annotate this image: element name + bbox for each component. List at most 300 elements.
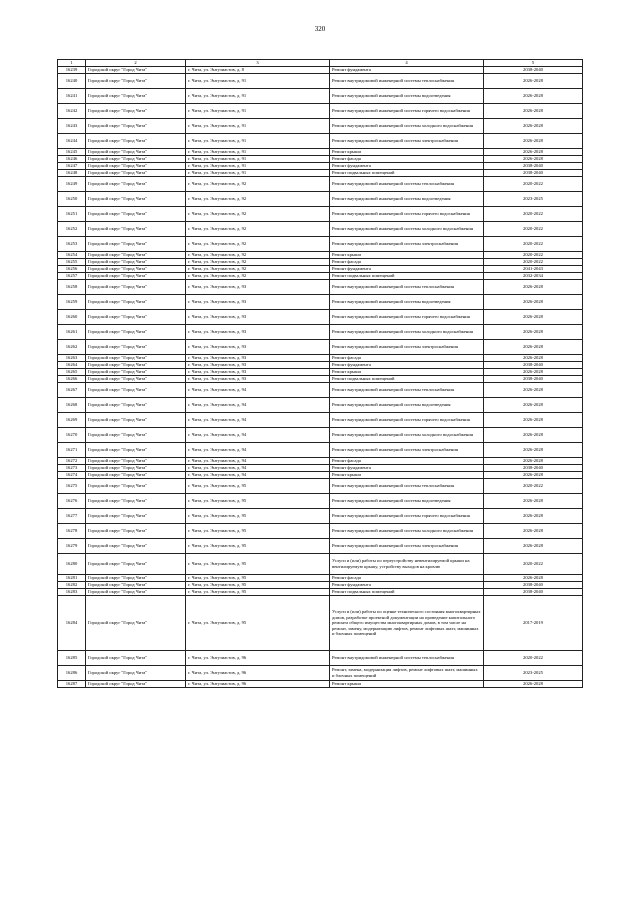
table-row [58,104,583,119]
period-cell: 2020-2022 [484,252,583,259]
municipality-cell: Городской округ "Город Чита" [86,163,186,170]
column-header-5: 5 [484,60,583,67]
table-row [58,207,583,222]
period-cell: 2020-2022 [484,479,583,494]
table-row [58,554,583,575]
municipality-cell: Городской округ "Город Чита" [86,170,186,177]
address-cell: г. Чита, ул. Энтузиастов, д. 93 [186,355,330,362]
period-cell: 2026-2028 [484,494,583,509]
address-cell: г. Чита, ул. Энтузиастов, д. 91 [186,74,330,89]
record-number-cell: 16280 [58,554,86,575]
period-cell: 2038-2040 [484,163,583,170]
work-type-cell: Ремонт подвальных помещений [330,376,484,383]
municipality-cell: Городской округ "Город Чита" [86,472,186,479]
work-type-cell: Ремонт крыши [330,681,484,688]
address-cell: г. Чита, ул. Энтузиастов, д. 91 [186,89,330,104]
period-cell: 2026-2028 [484,134,583,149]
period-cell: 2038-2040 [484,465,583,472]
record-number-cell: 16247 [58,163,86,170]
work-type-cell: Ремонт внутридомовой инженерной системы водоотведения [330,295,484,310]
table-row [58,134,583,149]
work-type-cell: Ремонт, замена, модернизация лифтов, ремонт лифтовых шахт, машинных и блочных помещений [330,666,484,681]
period-cell: 2026-2028 [484,340,583,355]
period-cell: 2020-2022 [484,177,583,192]
work-type-cell: Ремонт фундамента [330,465,484,472]
period-cell: 2026-2028 [484,681,583,688]
record-number-cell: 16252 [58,222,86,237]
record-number-cell: 16269 [58,413,86,428]
address-cell: г. Чита, ул. Энтузиастов, д. 92 [186,207,330,222]
period-cell: 2026-2028 [484,509,583,524]
capital-repair-table [57,59,583,688]
municipality-cell: Городской округ "Город Чита" [86,259,186,266]
record-number-cell: 16244 [58,134,86,149]
record-number-cell: 16243 [58,119,86,134]
address-cell: г. Чита, ул. Энтузиастов, д. 91 [186,163,330,170]
record-number-cell: 16248 [58,170,86,177]
table-row [58,472,583,479]
record-number-cell: 16283 [58,589,86,596]
record-number-cell: 16263 [58,355,86,362]
address-cell: г. Чита, ул. Энтузиастов, д. 95 [186,575,330,582]
period-cell: 2026-2028 [484,355,583,362]
municipality-cell: Городской округ "Город Чита" [86,222,186,237]
municipality-cell: Городской округ "Город Чита" [86,273,186,280]
table-row [58,369,583,376]
table-row [58,295,583,310]
table-row [58,465,583,472]
table-row [58,383,583,398]
address-cell: г. Чита, ул. Энтузиастов, д. 95 [186,554,330,575]
table-row [58,443,583,458]
period-cell: 2026-2028 [484,89,583,104]
table-row [58,237,583,252]
table-row [58,362,583,369]
record-number-cell: 16249 [58,177,86,192]
period-cell: 2038-2040 [484,170,583,177]
record-number-cell: 16273 [58,465,86,472]
municipality-cell: Городской округ "Город Чита" [86,539,186,554]
municipality-cell: Городской округ "Город Чита" [86,104,186,119]
work-type-cell: Ремонт внутридомовой инженерной системы электроснабжения [330,134,484,149]
work-type-cell: Ремонт фасада [330,575,484,582]
record-number-cell: 16285 [58,651,86,666]
record-number-cell: 16256 [58,266,86,273]
period-cell: 2026-2028 [484,539,583,554]
address-cell: г. Чита, ул. Энтузиастов, д. 96 [186,681,330,688]
table-row [58,355,583,362]
address-cell: г. Чита, ул. Энтузиастов, д. 95 [186,539,330,554]
work-type-cell: Ремонт внутридомовой инженерной системы горячего водоснабжения [330,509,484,524]
table-row [58,170,583,177]
table-row [58,222,583,237]
address-cell: г. Чита, ул. Энтузиастов, д. 93 [186,362,330,369]
table-row [58,192,583,207]
address-cell: г. Чита, ул. Энтузиастов, д. 8 [186,67,330,74]
address-cell: г. Чита, ул. Энтузиастов, д. 94 [186,443,330,458]
record-number-cell: 16271 [58,443,86,458]
page-number: 320 [314,25,326,33]
municipality-cell: Городской округ "Город Чита" [86,582,186,589]
table-row [58,163,583,170]
record-number-cell: 16277 [58,509,86,524]
column-header-4: 4 [330,60,484,67]
work-type-cell: Ремонт фундамента [330,163,484,170]
municipality-cell: Городской округ "Город Чита" [86,589,186,596]
period-cell: 2020-2022 [484,259,583,266]
column-header-3: 3 [186,60,330,67]
record-number-cell: 16279 [58,539,86,554]
record-number-cell: 16255 [58,259,86,266]
period-cell: 2026-2028 [484,413,583,428]
table-row [58,67,583,74]
table-body [58,67,583,688]
address-cell: г. Чита, ул. Энтузиастов, д. 91 [186,149,330,156]
table-row [58,681,583,688]
address-cell: г. Чита, ул. Энтузиастов, д. 96 [186,651,330,666]
work-type-cell: Ремонт внутридомовой инженерной системы холодного водоснабжения [330,428,484,443]
table-row [58,651,583,666]
work-type-cell: Ремонт крыши [330,369,484,376]
municipality-cell: Городской округ "Город Чита" [86,177,186,192]
municipality-cell: Городской округ "Город Чита" [86,340,186,355]
address-cell: г. Чита, ул. Энтузиастов, д. 93 [186,295,330,310]
address-cell: г. Чита, ул. Энтузиастов, д. 92 [186,266,330,273]
work-type-cell: Ремонт фундамента [330,266,484,273]
address-cell: г. Чита, ул. Энтузиастов, д. 94 [186,428,330,443]
period-cell: 2026-2028 [484,428,583,443]
address-cell: г. Чита, ул. Энтузиастов, д. 91 [186,170,330,177]
address-cell: г. Чита, ул. Энтузиастов, д. 93 [186,310,330,325]
work-type-cell: Ремонт внутридомовой инженерной системы теплоснабжения [330,280,484,295]
record-number-cell: 16276 [58,494,86,509]
work-type-cell: Ремонт внутридомовой инженерной системы горячего водоснабжения [330,207,484,222]
work-type-cell: Ремонт подвальных помещений [330,170,484,177]
municipality-cell: Городской округ "Город Чита" [86,89,186,104]
address-cell: г. Чита, ул. Энтузиастов, д. 95 [186,596,330,651]
municipality-cell: Городской округ "Город Чита" [86,149,186,156]
table-row [58,458,583,465]
municipality-cell: Городской округ "Город Чита" [86,266,186,273]
period-cell: 2026-2028 [484,524,583,539]
record-number-cell: 16284 [58,596,86,651]
address-cell: г. Чита, ул. Энтузиастов, д. 92 [186,273,330,280]
address-cell: г. Чита, ул. Энтузиастов, д. 91 [186,104,330,119]
period-cell: 2026-2028 [484,575,583,582]
work-type-cell: Ремонт внутридомовой инженерной системы холодного водоснабжения [330,524,484,539]
address-cell: г. Чита, ул. Энтузиастов, д. 92 [186,237,330,252]
record-number-cell: 16265 [58,369,86,376]
work-type-cell: Ремонт внутридомовой инженерной системы водоотведения [330,192,484,207]
table-row [58,119,583,134]
table-row [58,428,583,443]
address-cell: г. Чита, ул. Энтузиастов, д. 92 [186,259,330,266]
municipality-cell: Городской округ "Город Чита" [86,325,186,340]
address-cell: г. Чита, ул. Энтузиастов, д. 93 [186,340,330,355]
period-cell: 2026-2028 [484,398,583,413]
table-row [58,89,583,104]
address-cell: г. Чита, ул. Энтузиастов, д. 95 [186,589,330,596]
period-cell: 2026-2028 [484,149,583,156]
table-row [58,376,583,383]
period-cell: 2026-2028 [484,74,583,89]
work-type-cell: Ремонт фасада [330,156,484,163]
period-cell: 2038-2040 [484,362,583,369]
table-row [58,325,583,340]
period-cell: 2023-2025 [484,192,583,207]
record-number-cell: 16262 [58,340,86,355]
record-number-cell: 16282 [58,582,86,589]
record-number-cell: 16287 [58,681,86,688]
work-type-cell: Ремонт фундамента [330,582,484,589]
table-row [58,509,583,524]
municipality-cell: Городской округ "Город Чита" [86,74,186,89]
work-type-cell: Ремонт внутридомовой инженерной системы холодного водоснабжения [330,119,484,134]
municipality-cell: Городской округ "Город Чита" [86,252,186,259]
period-cell: 2020-2022 [484,237,583,252]
record-number-cell: 16240 [58,74,86,89]
period-cell: 2026-2028 [484,325,583,340]
work-type-cell: Ремонт фасада [330,259,484,266]
municipality-cell: Городской округ "Город Чита" [86,295,186,310]
record-number-cell: 16270 [58,428,86,443]
period-cell: 2020-2022 [484,222,583,237]
record-number-cell: 16257 [58,273,86,280]
address-cell: г. Чита, ул. Энтузиастов, д. 92 [186,252,330,259]
work-type-cell: Ремонт внутридомовой инженерной системы водоотведения [330,398,484,413]
work-type-cell: Ремонт внутридомовой инженерной системы теплоснабжения [330,479,484,494]
municipality-cell: Городской округ "Город Чита" [86,376,186,383]
municipality-cell: Городской округ "Город Чита" [86,207,186,222]
record-number-cell: 16281 [58,575,86,582]
municipality-cell: Городской округ "Город Чита" [86,398,186,413]
work-type-cell: Ремонт внутридомовой инженерной системы холодного водоснабжения [330,325,484,340]
table-row [58,252,583,259]
record-number-cell: 16253 [58,237,86,252]
period-cell: 2020-2022 [484,651,583,666]
record-number-cell: 16258 [58,280,86,295]
record-number-cell: 16275 [58,479,86,494]
municipality-cell: Городской округ "Город Чита" [86,355,186,362]
municipality-cell: Городской округ "Город Чита" [86,237,186,252]
work-type-cell: Ремонт внутридомовой инженерной системы теплоснабжения [330,651,484,666]
work-type-cell: Ремонт фундамента [330,362,484,369]
period-cell: 2020-2022 [484,207,583,222]
municipality-cell: Городской округ "Город Чита" [86,458,186,465]
period-cell: 2038-2040 [484,582,583,589]
municipality-cell: Городской округ "Город Чита" [86,666,186,681]
municipality-cell: Городской округ "Город Чита" [86,369,186,376]
municipality-cell: Городской округ "Город Чита" [86,362,186,369]
work-type-cell: Ремонт внутридомовой инженерной системы водоотведения [330,89,484,104]
municipality-cell: Городской округ "Город Чита" [86,428,186,443]
municipality-cell: Городской округ "Город Чита" [86,280,186,295]
address-cell: г. Чита, ул. Энтузиастов, д. 94 [186,383,330,398]
work-type-cell: Ремонт внутридомовой инженерной системы электроснабжения [330,539,484,554]
work-type-cell: Ремонт фасада [330,458,484,465]
record-number-cell: 16267 [58,383,86,398]
record-number-cell: 16268 [58,398,86,413]
municipality-cell: Городской округ "Город Чита" [86,479,186,494]
table-row [58,266,583,273]
work-type-cell: Ремонт внутридомовой инженерной системы теплоснабжения [330,383,484,398]
work-type-cell: Ремонт крыши [330,472,484,479]
record-number-cell: 16274 [58,472,86,479]
address-cell: г. Чита, ул. Энтузиастов, д. 95 [186,509,330,524]
work-type-cell: Ремонт внутридомовой инженерной системы теплоснабжения [330,74,484,89]
table-row [58,273,583,280]
address-cell: г. Чита, ул. Энтузиастов, д. 94 [186,398,330,413]
period-cell: 2026-2028 [484,369,583,376]
period-cell: 2026-2028 [484,119,583,134]
address-cell: г. Чита, ул. Энтузиастов, д. 94 [186,458,330,465]
column-header-2: 2 [86,60,186,67]
period-cell: 2038-2040 [484,376,583,383]
record-number-cell: 16254 [58,252,86,259]
period-cell: 2026-2028 [484,104,583,119]
period-cell: 2026-2028 [484,280,583,295]
table-header-row [58,60,583,67]
address-cell: г. Чита, ул. Энтузиастов, д. 93 [186,325,330,340]
work-type-cell: Ремонт крыши [330,149,484,156]
record-number-cell: 16245 [58,149,86,156]
table-row [58,340,583,355]
municipality-cell: Городской округ "Город Чита" [86,67,186,74]
table-row [58,280,583,295]
work-type-cell: Ремонт внутридомовой инженерной системы теплоснабжения [330,177,484,192]
municipality-cell: Городской округ "Город Чита" [86,134,186,149]
address-cell: г. Чита, ул. Энтузиастов, д. 92 [186,222,330,237]
table-row [58,398,583,413]
address-cell: г. Чита, ул. Энтузиастов, д. 92 [186,177,330,192]
municipality-cell: Городской округ "Город Чита" [86,156,186,163]
table-row [58,413,583,428]
period-cell: 2026-2028 [484,383,583,398]
work-type-cell: Услуги и (или) работы по оценке технического состояния многоквартирных домов, разработке проектной документации на проведение капитального ремонта общего имущества многоквартирных домов, в том числе на ремонт, замену, модернизацию лифтов, ремонт лифтовых шахт, машинных и блочных помещений [330,596,484,651]
municipality-cell: Городской округ "Город Чита" [86,596,186,651]
address-cell: г. Чита, ул. Энтузиастов, д. 96 [186,666,330,681]
municipality-cell: Городской округ "Город Чита" [86,509,186,524]
address-cell: г. Чита, ул. Энтузиастов, д. 94 [186,472,330,479]
table-row [58,494,583,509]
table-row [58,575,583,582]
record-number-cell: 16250 [58,192,86,207]
address-cell: г. Чита, ул. Энтузиастов, д. 91 [186,134,330,149]
work-type-cell: Ремонт крыши [330,252,484,259]
municipality-cell: Городской округ "Город Чита" [86,651,186,666]
period-cell: 2038-2040 [484,589,583,596]
municipality-cell: Городской округ "Город Чита" [86,494,186,509]
work-type-cell: Ремонт подвальных помещений [330,589,484,596]
municipality-cell: Городской округ "Город Чита" [86,443,186,458]
record-number-cell: 16241 [58,89,86,104]
work-type-cell: Ремонт внутридомовой инженерной системы горячего водоснабжения [330,413,484,428]
record-number-cell: 16278 [58,524,86,539]
table-row [58,539,583,554]
period-cell: 2032-2034 [484,273,583,280]
table-row [58,177,583,192]
table-row [58,479,583,494]
address-cell: г. Чита, ул. Энтузиастов, д. 94 [186,413,330,428]
work-type-cell: Ремонт внутридомовой инженерной системы электроснабжения [330,443,484,458]
address-cell: г. Чита, ул. Энтузиастов, д. 91 [186,156,330,163]
table-row [58,582,583,589]
work-type-cell: Услуги и (или) работы по переустройству невентилируемой крыши на вентилируемую крышу, устройству выходов на кровлю [330,554,484,575]
municipality-cell: Городской округ "Город Чита" [86,575,186,582]
record-number-cell: 16261 [58,325,86,340]
record-number-cell: 16242 [58,104,86,119]
table-row [58,149,583,156]
period-cell: 2026-2028 [484,310,583,325]
table-row [58,589,583,596]
municipality-cell: Городской округ "Город Чита" [86,383,186,398]
municipality-cell: Городской округ "Город Чита" [86,310,186,325]
period-cell: 2017-2019 [484,596,583,651]
address-cell: г. Чита, ул. Энтузиастов, д. 93 [186,369,330,376]
address-cell: г. Чита, ул. Энтузиастов, д. 93 [186,376,330,383]
table-row [58,666,583,681]
period-cell: 2026-2028 [484,295,583,310]
work-type-cell: Ремонт фундамента [330,67,484,74]
record-number-cell: 16264 [58,362,86,369]
address-cell: г. Чита, ул. Энтузиастов, д. 94 [186,465,330,472]
table-row [58,156,583,163]
municipality-cell: Городской округ "Город Чита" [86,554,186,575]
period-cell: 2041-2043 [484,266,583,273]
address-cell: г. Чита, ул. Энтузиастов, д. 95 [186,524,330,539]
table-row [58,74,583,89]
municipality-cell: Городской округ "Город Чита" [86,524,186,539]
table-row [58,310,583,325]
address-cell: г. Чита, ул. Энтузиастов, д. 91 [186,119,330,134]
record-number-cell: 16272 [58,458,86,465]
record-number-cell: 16266 [58,376,86,383]
work-type-cell: Ремонт подвальных помещений [330,273,484,280]
address-cell: г. Чита, ул. Энтузиастов, д. 92 [186,192,330,207]
municipality-cell: Городской округ "Город Чита" [86,465,186,472]
period-cell: 2026-2028 [484,156,583,163]
period-cell: 2026-2028 [484,443,583,458]
period-cell: 2020-2022 [484,554,583,575]
record-number-cell: 16246 [58,156,86,163]
table-row [58,524,583,539]
work-type-cell: Ремонт фасада [330,355,484,362]
work-type-cell: Ремонт внутридомовой инженерной системы водоотведения [330,494,484,509]
municipality-cell: Городской округ "Город Чита" [86,119,186,134]
work-type-cell: Ремонт внутридомовой инженерной системы горячего водоснабжения [330,104,484,119]
record-number-cell: 16259 [58,295,86,310]
record-number-cell: 16239 [58,67,86,74]
municipality-cell: Городской округ "Город Чита" [86,413,186,428]
period-cell: 2026-2028 [484,458,583,465]
record-number-cell: 16286 [58,666,86,681]
work-type-cell: Ремонт внутридомовой инженерной системы горячего водоснабжения [330,310,484,325]
period-cell: 2026-2028 [484,472,583,479]
period-cell: 2038-2040 [484,67,583,74]
period-cell: 2023-2025 [484,666,583,681]
table-row [58,259,583,266]
work-type-cell: Ремонт внутридомовой инженерной системы электроснабжения [330,340,484,355]
work-type-cell: Ремонт внутридомовой инженерной системы холодного водоснабжения [330,222,484,237]
address-cell: г. Чита, ул. Энтузиастов, д. 95 [186,582,330,589]
municipality-cell: Городской округ "Город Чита" [86,192,186,207]
record-number-cell: 16251 [58,207,86,222]
address-cell: г. Чита, ул. Энтузиастов, д. 93 [186,280,330,295]
municipality-cell: Городской округ "Город Чита" [86,681,186,688]
column-header-1: 1 [58,60,86,67]
address-cell: г. Чита, ул. Энтузиастов, д. 95 [186,494,330,509]
address-cell: г. Чита, ул. Энтузиастов, д. 95 [186,479,330,494]
